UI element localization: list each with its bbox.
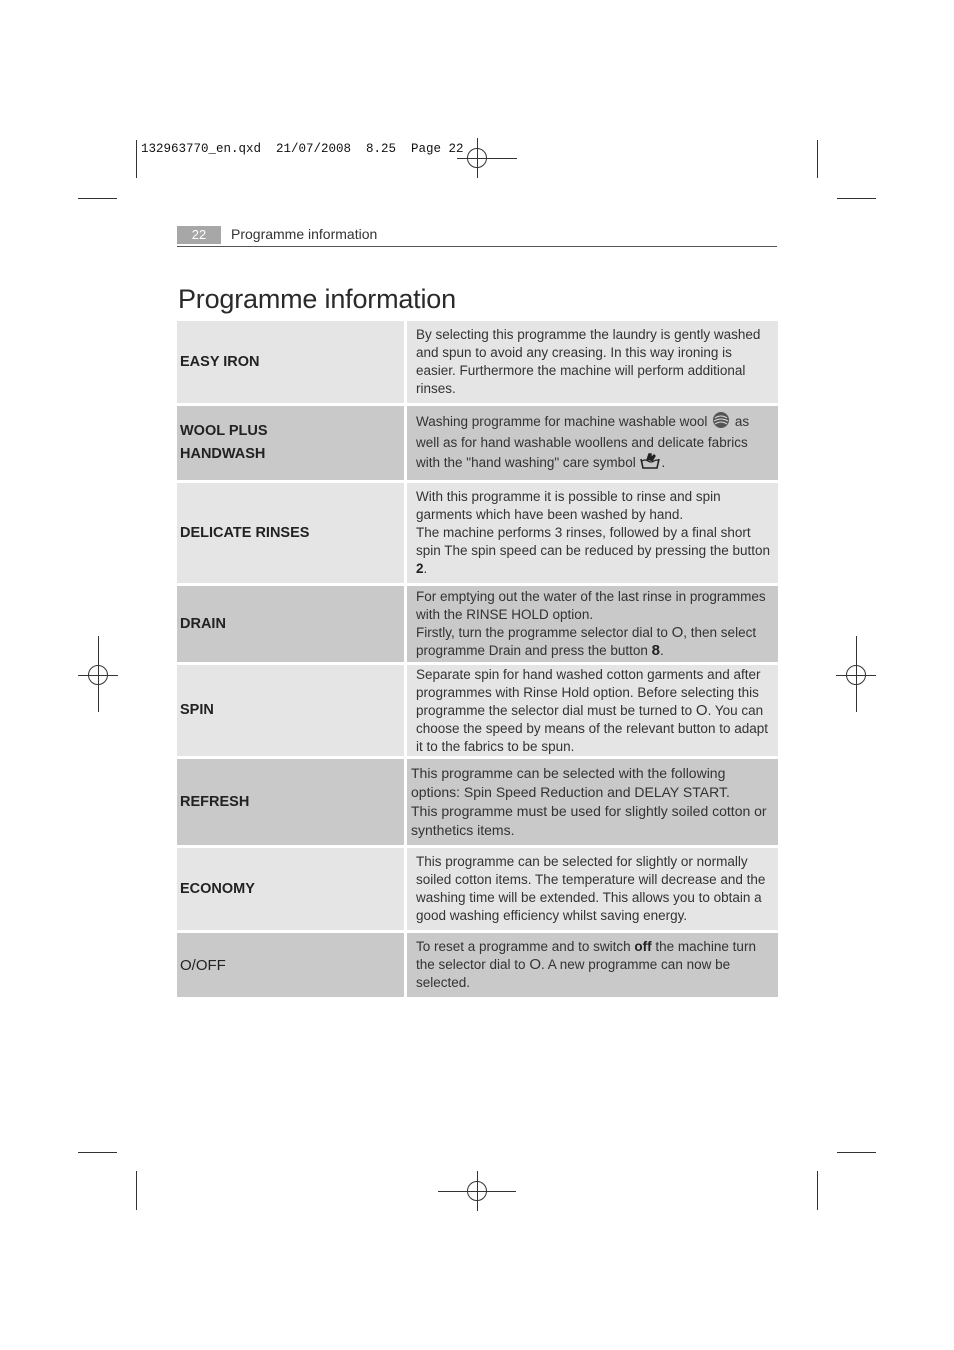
- programme-description: [407, 586, 778, 662]
- programme-name: DELICATE RINSES: [177, 483, 404, 583]
- description-text: Separate spin for hand washed cotton garments and after programmes with Rinse Hold option. Before selecting this programme the selector dial must be turned to: [416, 666, 761, 718]
- crop-mark: [78, 198, 117, 199]
- programme-name: ECONOMY: [177, 848, 404, 930]
- description-text: To reset a programme and to switch: [416, 939, 631, 954]
- dial-off-position: O: [695, 701, 708, 719]
- registration-mark-left: [78, 636, 118, 712]
- table-row: [177, 665, 778, 756]
- table-row: [177, 933, 778, 997]
- description-text: .: [661, 455, 666, 470]
- description-text: With this programme it is possible to rinse and spin garments which have been washed by hand.: [416, 489, 721, 522]
- table-row: [177, 483, 778, 583]
- table-row: [177, 321, 778, 403]
- wool-symbol-icon: [711, 411, 731, 434]
- crop-mark: [817, 1171, 818, 1210]
- programme-description: [407, 759, 778, 845]
- description-text: This programme must be used for slightly soiled cotton or synthetics items.: [411, 803, 767, 838]
- running-header: [177, 225, 777, 247]
- print-slug: 132963770_en.qxd 21/07/2008 8.25 Page 22: [141, 142, 464, 156]
- programme-description: This programme can be selected for slightly or normally soiled cotton items. The temperature will decrease and the washing time will be extended. This allows you to obtain a good washing efficiency whilst saving energy.: [407, 848, 778, 930]
- programme-name: REFRESH: [177, 759, 404, 845]
- description-text: . A new programme can now be selected.: [416, 957, 731, 990]
- table-row: [177, 406, 778, 480]
- description-text: Washing programme for machine washable wool: [416, 414, 708, 429]
- programme-name: EASY IRON: [177, 321, 404, 403]
- page-number: 22: [177, 226, 221, 244]
- description-text: .: [423, 561, 428, 576]
- crop-mark: [837, 198, 876, 199]
- description-text: The machine performs 3 rinses, followed by a final short spin The spin speed can be reduced by pressing the button: [416, 525, 770, 558]
- description-text: .: [659, 643, 664, 658]
- crop-mark: [817, 140, 818, 178]
- programme-description: [407, 406, 778, 480]
- crop-mark: [837, 1152, 876, 1153]
- crop-mark: [78, 1152, 117, 1153]
- crop-mark: [136, 140, 137, 178]
- programme-description: [407, 483, 778, 583]
- crop-mark: [136, 1171, 137, 1210]
- off-keyword: off: [634, 939, 652, 954]
- programme-name-line: HANDWASH: [180, 446, 266, 462]
- dial-off-position: O: [529, 956, 541, 973]
- registration-mark-bottom: [438, 1171, 516, 1211]
- programme-description: [407, 665, 778, 756]
- programme-name: O/OFF: [177, 933, 404, 997]
- running-header-title: Programme information: [231, 226, 378, 242]
- table-row: [177, 848, 778, 930]
- button-number: 8: [651, 642, 660, 659]
- description-text: the machine turn the selector dial to: [416, 939, 756, 972]
- description-text: This programme can be selected with the following options: Spin Speed Reduction and DELAY START.: [411, 765, 730, 800]
- description-text: For emptying out the water of the last rinse in programmes with the RINSE HOLD option.: [416, 589, 766, 622]
- programme-name-line: WOOL PLUS: [180, 423, 268, 439]
- button-number: 2: [416, 561, 424, 576]
- hand-wash-symbol-icon: [639, 452, 661, 475]
- dial-off-position: O: [671, 624, 684, 641]
- description-text: as well as for hand washable woollens and delicate fabrics with the "hand washing" care symbol: [416, 414, 750, 470]
- programme-name: DRAIN: [177, 586, 404, 662]
- programme-name: [177, 406, 404, 480]
- programme-description: By selecting this programme the laundry is gently washed and spun to avoid any creasing. In this way ironing is easier. Furthermore the machine will perform additional rinses.: [407, 321, 778, 403]
- table-row: [177, 586, 778, 662]
- registration-mark-top: [457, 138, 517, 178]
- description-text: , then select programme Drain and press the button: [416, 625, 757, 658]
- registration-mark-right: [836, 636, 876, 712]
- description-text: . You can choose the speed by means of the relevant button to adapt it to the fabrics to be spun.: [416, 702, 768, 754]
- page-title: Programme information: [178, 284, 456, 314]
- table-row: [177, 759, 778, 845]
- programme-table: [177, 318, 778, 1000]
- programme-name: SPIN: [177, 665, 404, 756]
- programme-description: [407, 933, 778, 997]
- description-text: Firstly, turn the programme selector dial to: [416, 625, 668, 640]
